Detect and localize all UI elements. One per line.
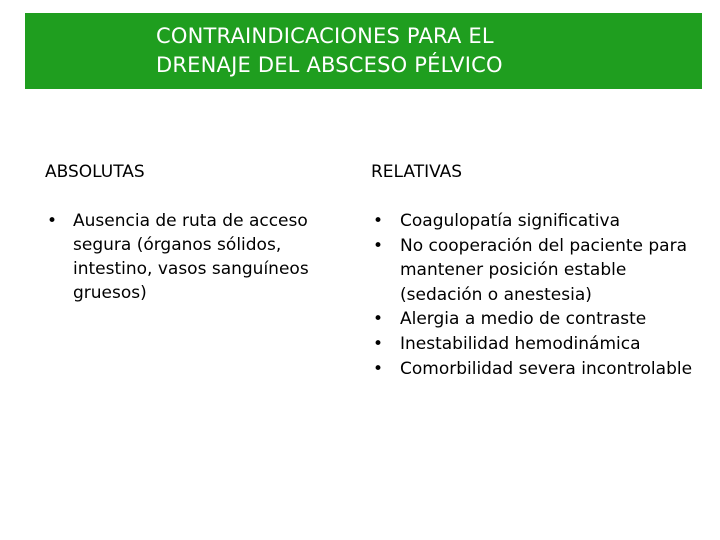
list-item [371, 307, 701, 332]
list-item-text: No cooperación del paciente para mantener posición estable (sedación o anestesia) [400, 235, 688, 305]
list-item [371, 209, 701, 234]
bullet-icon: • [372, 211, 384, 231]
bullet-icon: • [46, 211, 58, 231]
list-item-text: Coagulopatía significativa [400, 211, 621, 231]
list-item-text: Inestabilidad hemodinámica [400, 333, 641, 354]
relative-heading: RELATIVAS [371, 162, 463, 182]
list-item-text: Comorbilidad severa incontrolable [400, 358, 693, 379]
absolute-heading: ABSOLUTAS [45, 162, 145, 182]
slide-title-line-1: CONTRAINDICACIONES PARA EL [156, 24, 494, 48]
list-item [371, 357, 701, 382]
list-item [45, 209, 345, 305]
title-banner [25, 13, 702, 89]
bullet-icon: • [372, 333, 384, 354]
list-item [371, 332, 701, 357]
bullet-icon: • [372, 309, 384, 330]
list-item-text: Ausencia de ruta de acceso segura (órganos sólidos, intestino, vasos sanguíneos gruesos) [73, 211, 309, 303]
relative-list [371, 209, 701, 381]
list-item [371, 234, 701, 308]
relative-contraindications-column [371, 160, 701, 381]
slide-title-line-2: DRENAJE DEL ABSCESO PÉLVICO [156, 53, 503, 77]
list-item-text: Alergia a medio de contraste [400, 309, 647, 330]
bullet-icon: • [372, 358, 384, 379]
absolute-list [45, 209, 345, 305]
absolute-contraindications-column [45, 160, 345, 305]
bullet-icon: • [372, 235, 384, 256]
